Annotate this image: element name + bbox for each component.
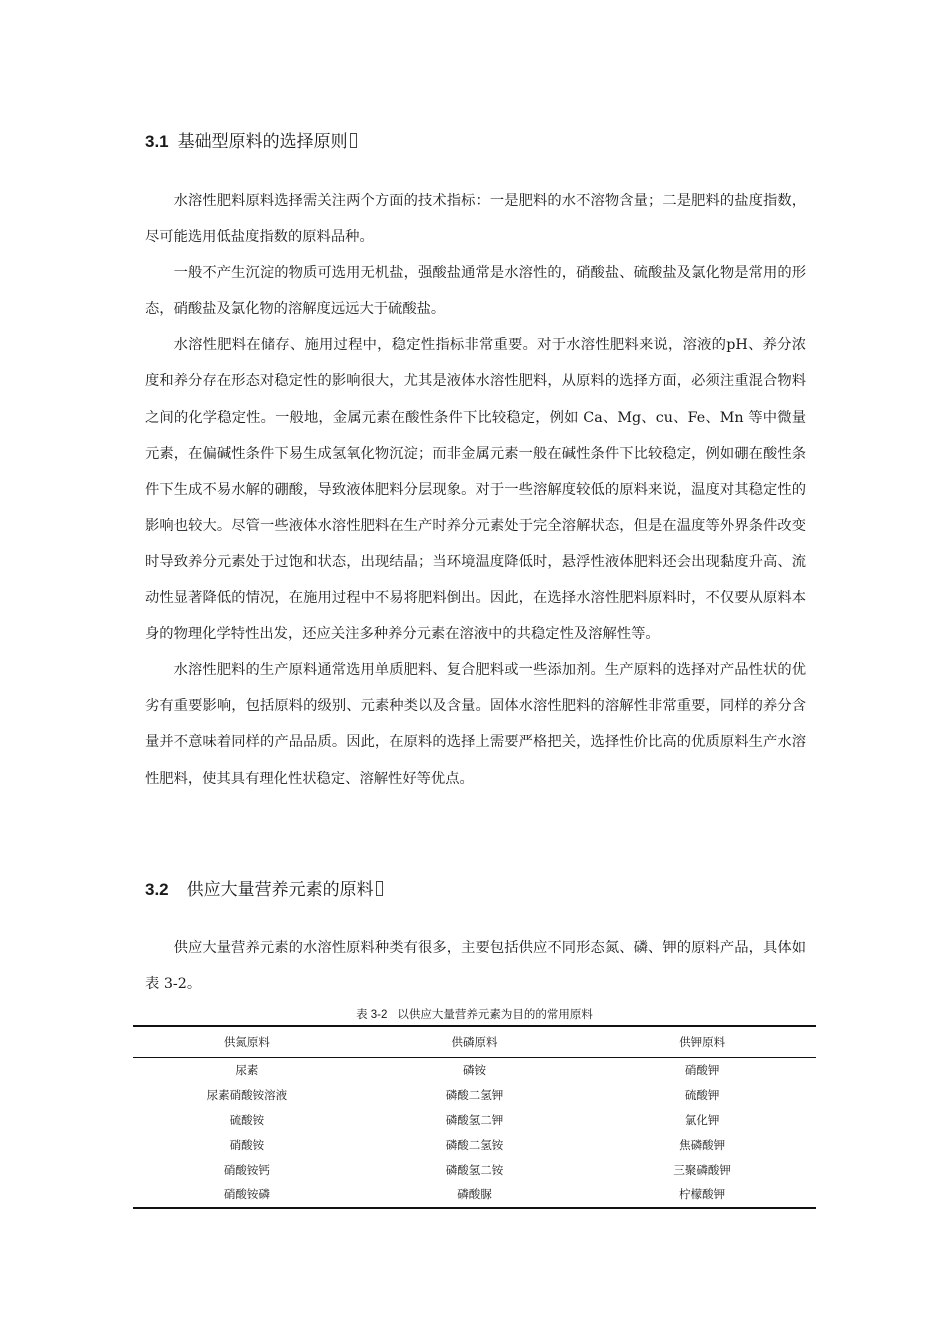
section-3-1-body [145, 183, 806, 797]
table-cell: 尿素 [235, 1063, 259, 1078]
paragraph: 水溶性肥料在储存、施用过程中，稳定性指标非常重要。对于水溶性肥料来说，溶液的pH、养分浓度和养分存在形态对稳定性的影响很大，尤其是液体水溶性肥料，从原料的选择方面，必须注重混合物料之间的化学稳定性。一般地，金属元素在酸性条件下比较稳定，例如 Ca、Mg、cu、Fe、Mn 等中微量元素，在偏碱性条件下易生成氢氧化物沉淀；而非金属元素一般在碱性条件下比较稳定，例如硼在酸性条件下生成不易水解的硼酸，导致液体肥料分层现象。对于一些溶解度较低的原料来说，温度对其稳定性的影响也较大。尽管一些液体水溶性肥料在生产时养分元素处于完全溶解状态，但是在温度等外界条件改变时导致养分元素处于过饱和状态，出现结晶；当环境温度降低时，悬浮性液体肥料还会出现黏度升高、流动性显著降低的情况，在施用过程中不易将肥料倒出。因此，在选择水溶性肥料原料时，不仅要从原料本身的物理化学特性出发，还应关注多种养分元素在溶液中的共稳定性及溶解性等。 [145, 337, 806, 643]
table-row [133, 1083, 816, 1108]
table-caption [133, 1006, 816, 1022]
table-cell: 硝酸铵磷 [223, 1187, 270, 1202]
table-cell: 硝酸钾 [684, 1063, 720, 1078]
paragraph: 一般不产生沉淀的物质可选用无机盐，强酸盐通常是水溶性的，硝酸盐、硫酸盐及氯化物是常用的形态，硝酸盐及氯化物的溶解度远远大于硫酸盐。 [145, 265, 806, 318]
raw-materials-table [133, 1025, 816, 1209]
table-row [133, 1058, 816, 1083]
paragraph: 供应大量营养元素的水溶性原料种类有很多，主要包括供应不同形态氮、磷、钾的原料产品，具体如表 3-2。 [145, 940, 806, 993]
table-cell: 磷酸氢二钾 [445, 1112, 504, 1127]
section-heading-3-2 [145, 875, 383, 900]
table-row [133, 1108, 816, 1133]
table-row [133, 1132, 816, 1157]
table-cell: 磷酸氢二铵 [445, 1162, 504, 1177]
table-cell: 尿素硝酸铵溶液 [206, 1088, 288, 1103]
missing-glyph-icon [350, 133, 357, 148]
table-cell: 氯化钾 [684, 1112, 720, 1127]
paragraph: 水溶性肥料的生产原料通常选用单质肥料、复合肥料或一些添加剂。生产原料的选择对产品性状的优劣有重要影响，包括原料的级别、元素种类以及含量。固体水溶性肥料的溶解性非常重要，同样的养分含量并不意味着同样的产品品质。因此，在原料的选择上需要严格把关，选择性价比高的优质原料生产水溶性肥料，使其具有理化性状稳定、溶解性好等优点。 [145, 662, 806, 787]
table-cell: 磷酸二氢钾 [445, 1088, 504, 1103]
paragraph: 水溶性肥料原料选择需关注两个方面的技术指标：一是肥料的水不溶物含量；二是肥料的盐度指数，尽可能选用低盐度指数的原料品种。 [145, 193, 806, 246]
table-caption-number: 表 3-2 [356, 1009, 388, 1021]
table-cell: 硝酸铵 [229, 1137, 265, 1152]
section-heading-3-1 [145, 127, 357, 152]
section-title: 基础型原料的选择原则 [177, 132, 348, 152]
table-cell: 硫酸钾 [684, 1088, 720, 1103]
table-cell: 硫酸铵 [229, 1112, 265, 1127]
column-header-nitrogen: 供氮原料 [223, 1035, 270, 1049]
table-caption-title: 以供应大量营养元素为目的的常用原料 [397, 1007, 593, 1021]
section-title: 供应大量营养元素的原料 [186, 880, 374, 900]
table-cell: 三聚磷酸钾 [673, 1162, 731, 1177]
section-number: 3.1 [145, 132, 169, 151]
table-cell: 磷铵 [462, 1063, 486, 1078]
table-cell: 焦磷酸钾 [679, 1137, 726, 1152]
table-cell: 磷酸脲 [457, 1187, 492, 1202]
table-header-row [133, 1026, 816, 1058]
table-cell: 磷酸二氢铵 [445, 1137, 504, 1152]
table-row [133, 1157, 816, 1182]
section-3-2-body [145, 930, 806, 1002]
column-header-phosphorus: 供磷原料 [451, 1035, 498, 1049]
column-header-potassium: 供钾原料 [679, 1035, 726, 1049]
table-cell: 柠檬酸钾 [679, 1187, 726, 1202]
missing-glyph-icon [376, 881, 383, 896]
table-cell: 硝酸铵钙 [223, 1162, 270, 1177]
section-number: 3.2 [145, 880, 169, 899]
table-row [133, 1182, 816, 1208]
